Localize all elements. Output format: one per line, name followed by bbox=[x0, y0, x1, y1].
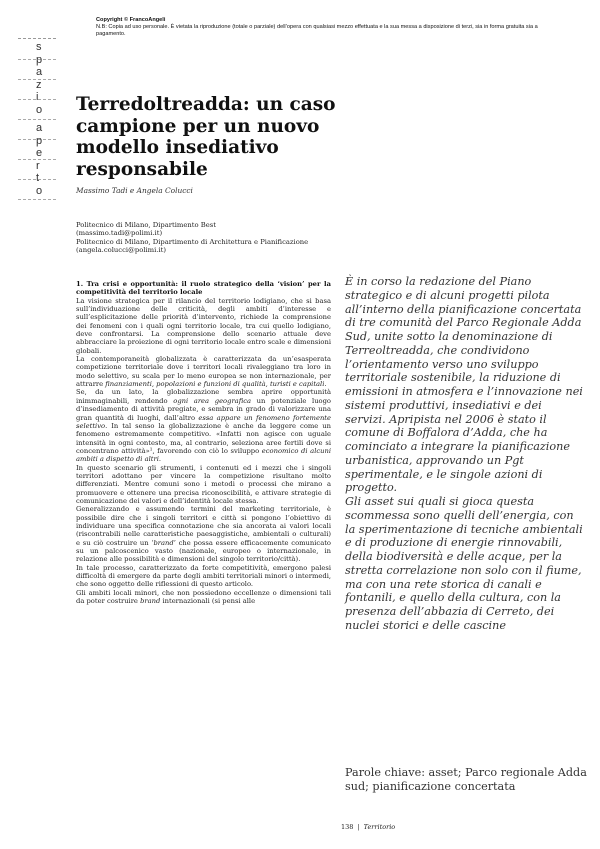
body-column bbox=[76, 280, 331, 605]
body-paragraph: In tale processo, caratterizzato da forte competitività, emergono palesi difficoltà di emergere da parte degli ambiti territoriali minori o intermedi, che sono oggetto delle riflessioni di questo articolo. bbox=[76, 563, 331, 589]
section-sidebar bbox=[18, 38, 56, 207]
usage-note: N.B: Copia ad uso personale. È vietata la riproduzione (totale o parziale) dell’opera con qualsiasi mezzo effettuata e la sua messa a disposizione di terzi, sia in forma gratuita sia a pagamento. bbox=[96, 24, 538, 37]
article-authors: Massimo Tadi e Angela Colucci bbox=[76, 186, 193, 195]
affiliation-email: (angela.colucci@polimi.it) bbox=[76, 246, 167, 255]
sidebar-letter: a bbox=[36, 122, 43, 134]
page-number: 138 bbox=[341, 823, 354, 831]
sidebar-letter: p bbox=[36, 53, 43, 66]
body-paragraph: La contemporaneità globalizzata è caratterizzata da un’esasperata competizione territoriale dove i territori locali rivaleggiano tra loro in modo selettivo, su scala per lo meno europea se non internazionale, per attrarre finanziamenti, popolazioni e funzioni di qualità, turisti e capitali. bbox=[76, 355, 331, 389]
keywords: Parole chiave: asset; Parco regionale Adda sud; pianificazione concertata bbox=[345, 766, 587, 793]
affiliation-email: (massimo.tadi@polimi.it) bbox=[76, 229, 163, 238]
body-paragraph: Generalizzando e assumendo termini del marketing territoriale, è possibile dire che i singoli territori e città si pongono l’obiettivo di individuare una specifica connotazione che sia ancorata ai valori locali (riscontrabili nelle caratteristiche paesaggistiche, ambientali o culturali) e su ciò costruire un ‘brand’ che possa essere efficacemente comunicato su un palcoscenico vasto (nazionale, europeo o internazionale, in relazione alle possibilità e dimensioni del singolo territorio/città). bbox=[76, 505, 331, 564]
sidebar-letter: o bbox=[36, 103, 43, 116]
section-label bbox=[18, 39, 56, 207]
journal-name: Territorio bbox=[363, 823, 396, 831]
page-footer bbox=[341, 823, 395, 831]
sidebar-letter: r bbox=[36, 159, 40, 172]
body-paragraph: In questo scenario gli strumenti, i contenuti ed i mezzi che i singoli territori adottano per vincere la competizione risultano molto differenziati. Mentre comuni sono i metodi o processi che mirano a promuovere e ottenere una precisa riconoscibilità, e attivare strategie di comunicazione dei valori e dell’identità locale stessa. bbox=[76, 463, 331, 505]
copyright-line: Copyright © FrancoAngeli bbox=[96, 17, 166, 23]
affiliation-line: Politecnico di Milano, Dipartimento Best bbox=[76, 221, 216, 229]
sidebar-letter: z bbox=[36, 78, 42, 91]
body-paragraph: Se, da un lato, la globalizzazione sembra aprire opportunità inimmaginabili, rendendo ogni area geografica un potenziale luogo d’insediamento di attività pregiate, e sembra in grado di valorizzare una gran quantità di luoghi, dall’altro essa appare un fenomeno fortemente selettivo. In tal senso la globalizzazione è anche da leggere come un fenomeno estremamente competitivo. «Infatti non agisce con uguale intensità in ogni contesto, ma, al contrario, seleziona aree fertili dove si concentrano attività»¹, favorendo con ciò lo sviluppo economico di alcuni ambiti a dispetto di altri. bbox=[76, 388, 332, 464]
sidebar-letter: a bbox=[36, 66, 43, 78]
footer-separator: | bbox=[357, 823, 360, 831]
abstract-paragraph: È in corso la redazione del Piano strategico e di alcuni progetti pilota all’interno della pianificazione concertata di tre comunità del Parco Regionale Adda Sud, unite sotto la denominazione di Terreoltreadda, che condividono l’orientamento verso uno sviluppo territoriale sostenibile, la riduzione di emissioni in atmosfera e l’innovazione nei sistemi produttivi, insediativi e dei servizi. Apripista nel 2006 è stato il comune di Boffalora d’Adda, che ha cominciato a integrare la pianificazione urbanistica, approvando un Pgt sperimentale, e le singole azioni di progetto. bbox=[345, 275, 583, 495]
body-paragraph: La visione strategica per il rilancio del territorio lodigiano, che si basa sull’individuazione delle criticità, degli ambiti d’interesse e sull’esplicitazione delle priorità d’intervento, richiede la comprensione dei fenomeni con i quali ogni territorio locale, tra cui quello lodigiano, deve confrontarsi. La comprensione dello scenario attuale deve abbracciare la proiezione di ogni territorio locale entro scale e dimensioni globali. bbox=[76, 296, 331, 355]
sidebar-letter: i bbox=[36, 91, 39, 103]
article-title: Terredoltreadda: un caso campione per un nuovo modello insediativo responsabile bbox=[76, 94, 336, 180]
sidebar-letter: s bbox=[36, 41, 42, 53]
sidebar-letter: e bbox=[36, 147, 43, 159]
affiliations bbox=[76, 221, 376, 255]
sidebar-letter: p bbox=[36, 134, 43, 147]
sidebar-letter: t bbox=[36, 172, 40, 184]
section-heading: 1. Tra crisi e opportunità: il ruolo strategico della ‘vision’ per la competitività del territorio locale bbox=[76, 280, 331, 297]
body-paragraph: Gli ambiti locali minori, che non possiedono eccellenze o dimensioni tali da poter costruire brand internazionali (si pensi alle bbox=[76, 588, 331, 606]
sidebar-letter: o bbox=[36, 184, 43, 197]
affiliation-line: Politecnico di Milano, Dipartimento di Architettura e Pianificazione bbox=[76, 237, 309, 246]
abstract bbox=[345, 275, 585, 633]
abstract-paragraph: Gli asset sui quali si gioca questa scommessa sono quelli dell’energia, con la sperimentazione di tecniche ambientali e di produzione di energie rinnovabili, della biodiversità e delle acque, per la stretta correlazione non solo con il fiume, ma con una rete storica di canali e fontanili, e quello della cultura, con la presenza dell’abbazia di Cerreto, dei nuclei storici e delle cascine bbox=[345, 495, 583, 632]
copyright-notice bbox=[96, 17, 566, 38]
